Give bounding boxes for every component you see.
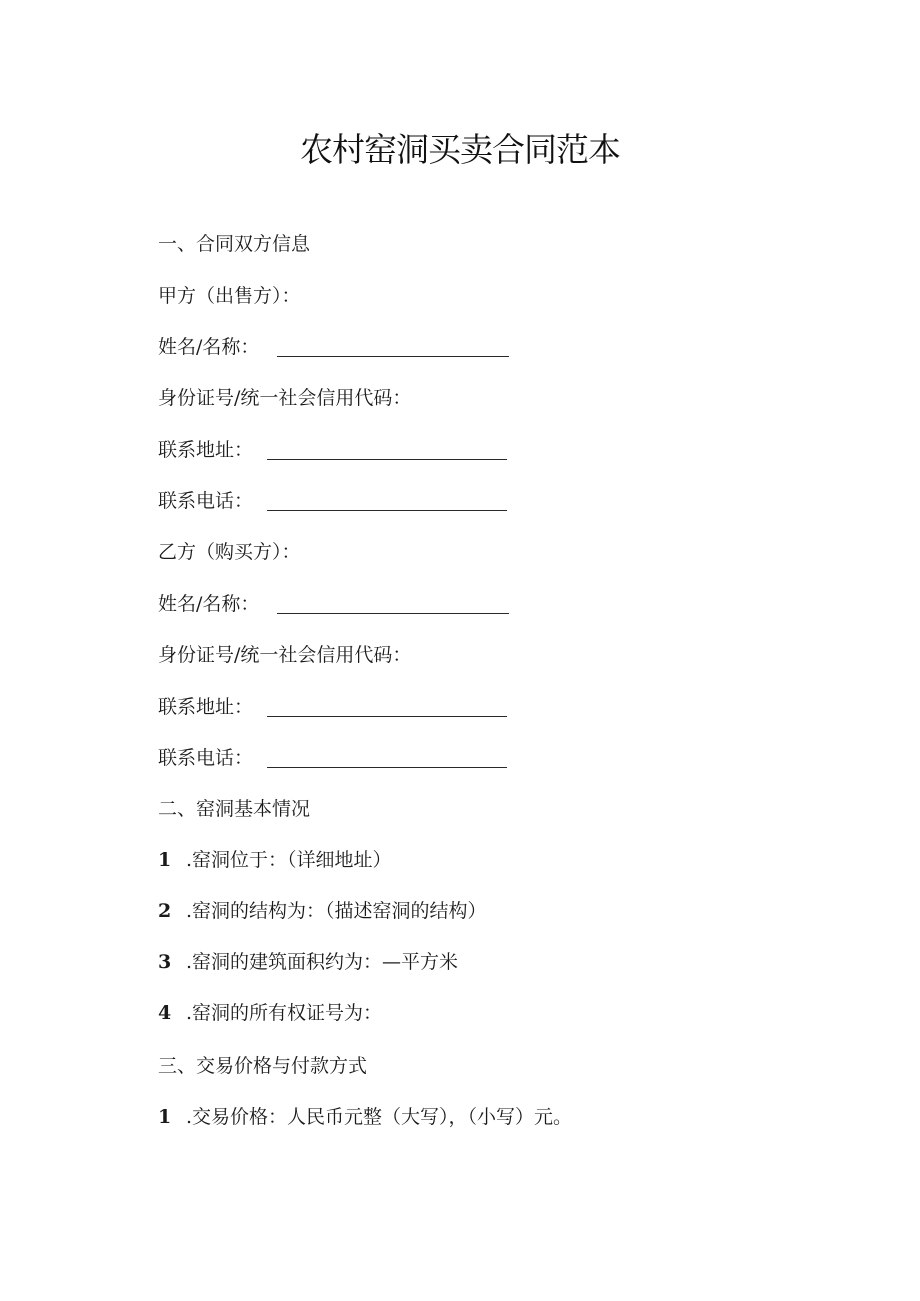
- party-b-name-label: 姓名/名称：: [158, 593, 260, 615]
- section-2-item: [158, 950, 458, 974]
- section-2-heading: 二、窑洞基本情况: [158, 798, 311, 820]
- party-a-name-label: 姓名/名称：: [158, 336, 260, 358]
- item-text: .窑洞的建筑面积约为：—平方米: [186, 951, 459, 973]
- party-a-id-row: [158, 386, 411, 410]
- item-number: 3: [158, 951, 172, 973]
- party-b-id-label: 身份证号/统一社会信用代码：: [158, 644, 412, 666]
- party-b-phone-blank[interactable]: [267, 753, 507, 768]
- party-a-id-label: 身份证号/统一社会信用代码：: [158, 387, 412, 409]
- party-a-address-label: 联系地址：: [158, 439, 254, 461]
- party-b-label: 乙方（购买方）：: [158, 541, 301, 563]
- party-a-address-blank[interactable]: [267, 445, 507, 460]
- party-a-name-blank[interactable]: [277, 342, 509, 357]
- party-a-name-row: [158, 335, 509, 359]
- party-a-address-row: [158, 438, 507, 462]
- item-number: 2: [158, 900, 172, 922]
- item-text: .窑洞的所有权证号为：: [186, 1002, 383, 1024]
- party-b-name-blank[interactable]: [277, 599, 509, 614]
- item-text: .窑洞位于：（详细地址）: [186, 849, 392, 871]
- document-title: 农村窑洞买卖合同范本: [300, 130, 620, 169]
- item-number: 4: [158, 1002, 172, 1024]
- section-3-heading: 三、交易价格与付款方式: [158, 1055, 368, 1077]
- party-b-name-row: [158, 592, 509, 616]
- party-b-address-blank[interactable]: [267, 702, 507, 717]
- party-b-address-label: 联系地址：: [158, 696, 254, 718]
- party-b-address-row: [158, 695, 507, 719]
- party-b-phone-row: [158, 746, 507, 770]
- item-text: .交易价格：人民币元整（大写），（小写）元。: [186, 1106, 573, 1128]
- party-a-phone-row: [158, 489, 507, 513]
- section-3-item: [158, 1105, 572, 1129]
- section-2-item: [158, 848, 392, 872]
- section-1-heading: 一、合同双方信息: [158, 233, 311, 255]
- party-a-phone-label: 联系电话：: [158, 490, 254, 512]
- item-number: 1: [158, 849, 172, 871]
- item-number: 1: [158, 1106, 172, 1128]
- party-b-phone-label: 联系电话：: [158, 747, 254, 769]
- section-2-item: [158, 1001, 382, 1025]
- party-a-phone-blank[interactable]: [267, 496, 507, 511]
- section-2-item: [158, 899, 487, 923]
- party-a-label: 甲方（出售方）：: [158, 285, 301, 307]
- item-text: .窑洞的结构为：（描述窑洞的结构）: [186, 900, 487, 922]
- party-b-id-row: [158, 643, 411, 667]
